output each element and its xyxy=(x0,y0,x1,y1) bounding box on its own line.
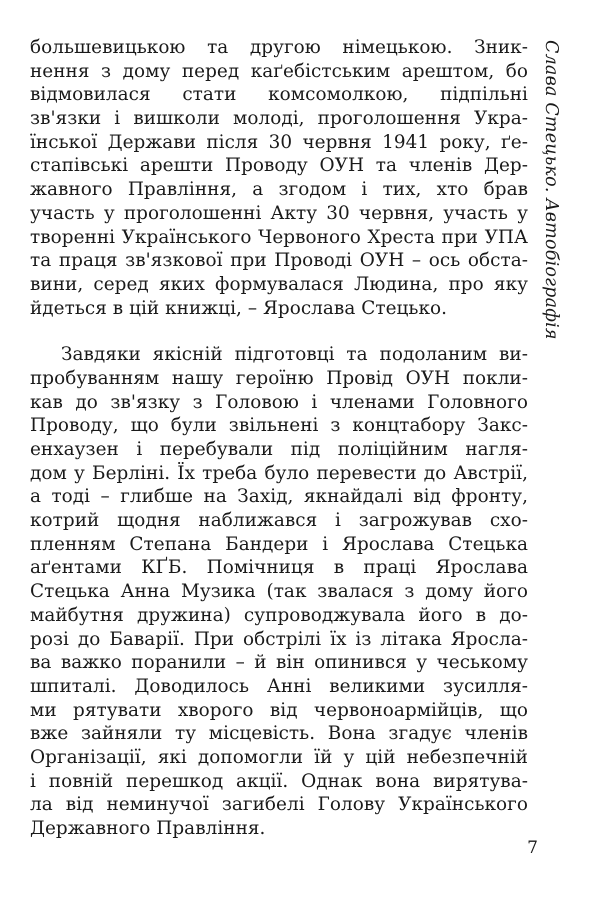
text-line: йдеться в цій книжці, – Ярослава Стецько. xyxy=(30,297,448,319)
text-line: Державного Правління. xyxy=(30,818,266,839)
text-line: пробуванням нашу героїню Провід ОУН покли- xyxy=(30,367,528,389)
page-number: 7 xyxy=(527,838,538,858)
text-line: ла від неминучої загибелі Голову Українського xyxy=(30,794,528,816)
text-line: нення з дому перед каґебістським арештом, бо xyxy=(30,60,528,82)
text-line: стапівські арешти Проводу ОУН та членів Дер- xyxy=(30,155,528,177)
body-text xyxy=(30,36,528,841)
text-line: шпиталі. Доводилось Анні великими зусилля- xyxy=(30,675,528,697)
text-line: зв'язки і вишколи молоді, проголошення Укра- xyxy=(30,108,528,130)
text-line: аґентами КҐБ. Помічниця в праці Ярослава xyxy=(30,557,528,579)
text-line: участь у проголошенні Акту 30 червня, участь у xyxy=(30,202,528,224)
text-line: майбутня дружина) супроводжувала його в до- xyxy=(30,604,528,626)
text-line: енхаузен і перебували під поліційним нагля- xyxy=(30,439,528,460)
text-line: Проводу, що були звільнені з концтабору Закс- xyxy=(30,415,528,437)
text-line: ми рятувати хворого від червоноармійців, що xyxy=(30,699,528,721)
text-line: кав до зв'язку з Головою і членами Головного xyxy=(30,391,528,413)
running-head-text: Слава Стецько. Автобіографія xyxy=(540,40,561,340)
text-line: котрий щодня наближався і загрожував схо- xyxy=(30,510,528,532)
text-line: ва важко поранили – й він опинився у чеському xyxy=(30,652,528,674)
text-line: Завдяки якісній підготовці та подоланим ви- xyxy=(61,344,528,366)
paragraph-2 xyxy=(30,343,528,840)
paragraph-spacer xyxy=(30,320,528,343)
text-line: та праця зв'язкової при Проводі ОУН – ось обста- xyxy=(30,250,528,272)
text-line: і повній перешкод акції. Однак вона вирятува- xyxy=(30,770,528,792)
text-line: вини, серед яких формувалася Людина, про яку xyxy=(30,273,528,295)
text-line: жавного Правління, а згодом і тих, хто брав xyxy=(30,179,528,201)
text-line: відмовилася стати комсомолкою, підпільні xyxy=(30,84,528,106)
text-line: большевицькою та другою німецькою. Зник- xyxy=(30,37,528,58)
text-line: творенні Українського Червоного Хреста при УПА xyxy=(30,226,528,248)
text-line: розі до Баварії. При обстрілі їх із літака Яросла- xyxy=(30,628,528,650)
text-line: вже зайняли ту місцевість. Вона згадує членів xyxy=(30,723,528,745)
text-line: а тоді – глибше на Захід, якнайдалі від фронту, xyxy=(30,486,528,508)
text-line: дом у Берліні. Їх треба було перевести до Австрії, xyxy=(30,462,528,484)
text-line: пленням Степана Бандери і Ярослава Стецька xyxy=(30,533,528,555)
paragraph-1 xyxy=(30,36,528,320)
text-line: Організації, які допомогли їй у цій небезпечній xyxy=(30,746,528,768)
text-line: їнської Держави після 30 червня 1941 року, ґе- xyxy=(30,131,528,153)
running-head xyxy=(530,40,570,340)
text-line: Стецька Анна Музика (так звалася з дому його xyxy=(30,581,528,603)
